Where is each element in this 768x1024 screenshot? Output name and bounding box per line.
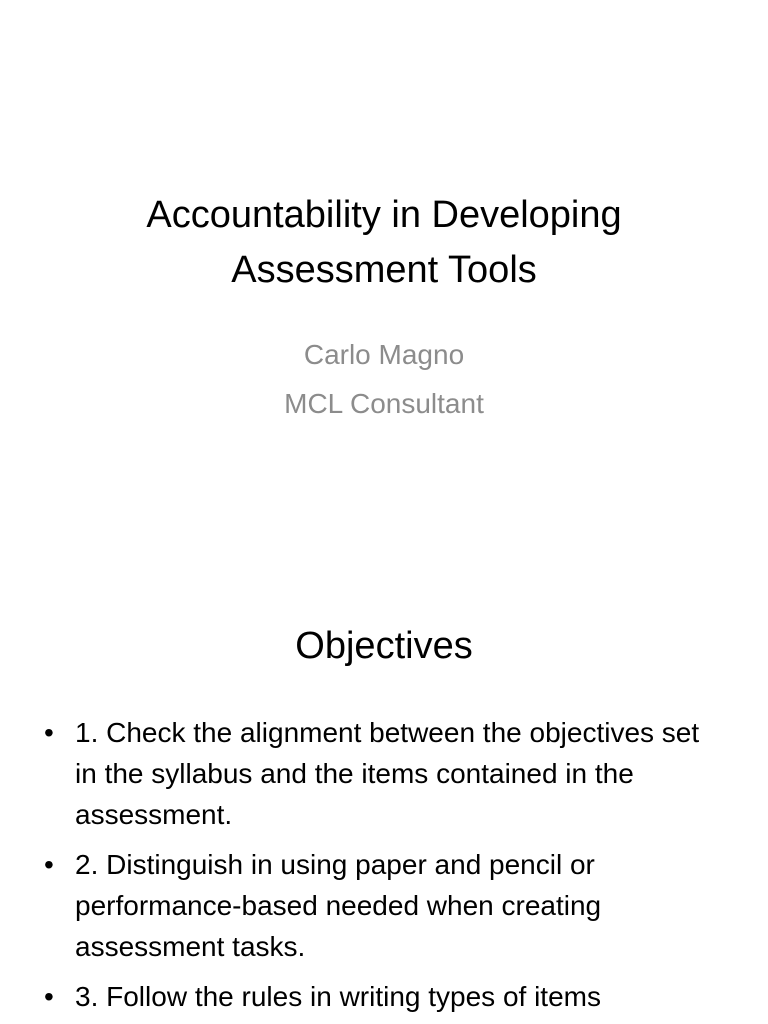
list-item <box>0 976 700 1017</box>
list-item-text: 1. Check the alignment between the objectives set in the syllabus and the items contained in the assessment. <box>75 717 700 830</box>
slide-title-line-2: Assessment Tools <box>231 249 537 291</box>
list-item-text: 2. Distinguish in using paper and pencil or performance-based needed when creating assessment tasks. <box>75 849 602 962</box>
objectives-list <box>0 712 700 1024</box>
list-item-text: 3. Follow the rules in writing types of items <box>75 981 601 1012</box>
author-name: Carlo Magno <box>303 339 465 370</box>
objectives-title: Objectives <box>295 625 473 667</box>
list-item <box>0 712 700 835</box>
slide-title-line-1: Accountability in Developing <box>146 194 622 236</box>
list-item <box>0 844 700 967</box>
objectives-slide <box>0 576 768 1024</box>
slide-title <box>60 188 708 298</box>
slide-subtitle <box>60 330 708 428</box>
bullet-icon: • <box>44 981 54 1012</box>
bullet-icon: • <box>44 849 54 880</box>
author-affiliation: MCL Consultant <box>284 388 484 419</box>
bullet-icon: • <box>44 717 54 748</box>
